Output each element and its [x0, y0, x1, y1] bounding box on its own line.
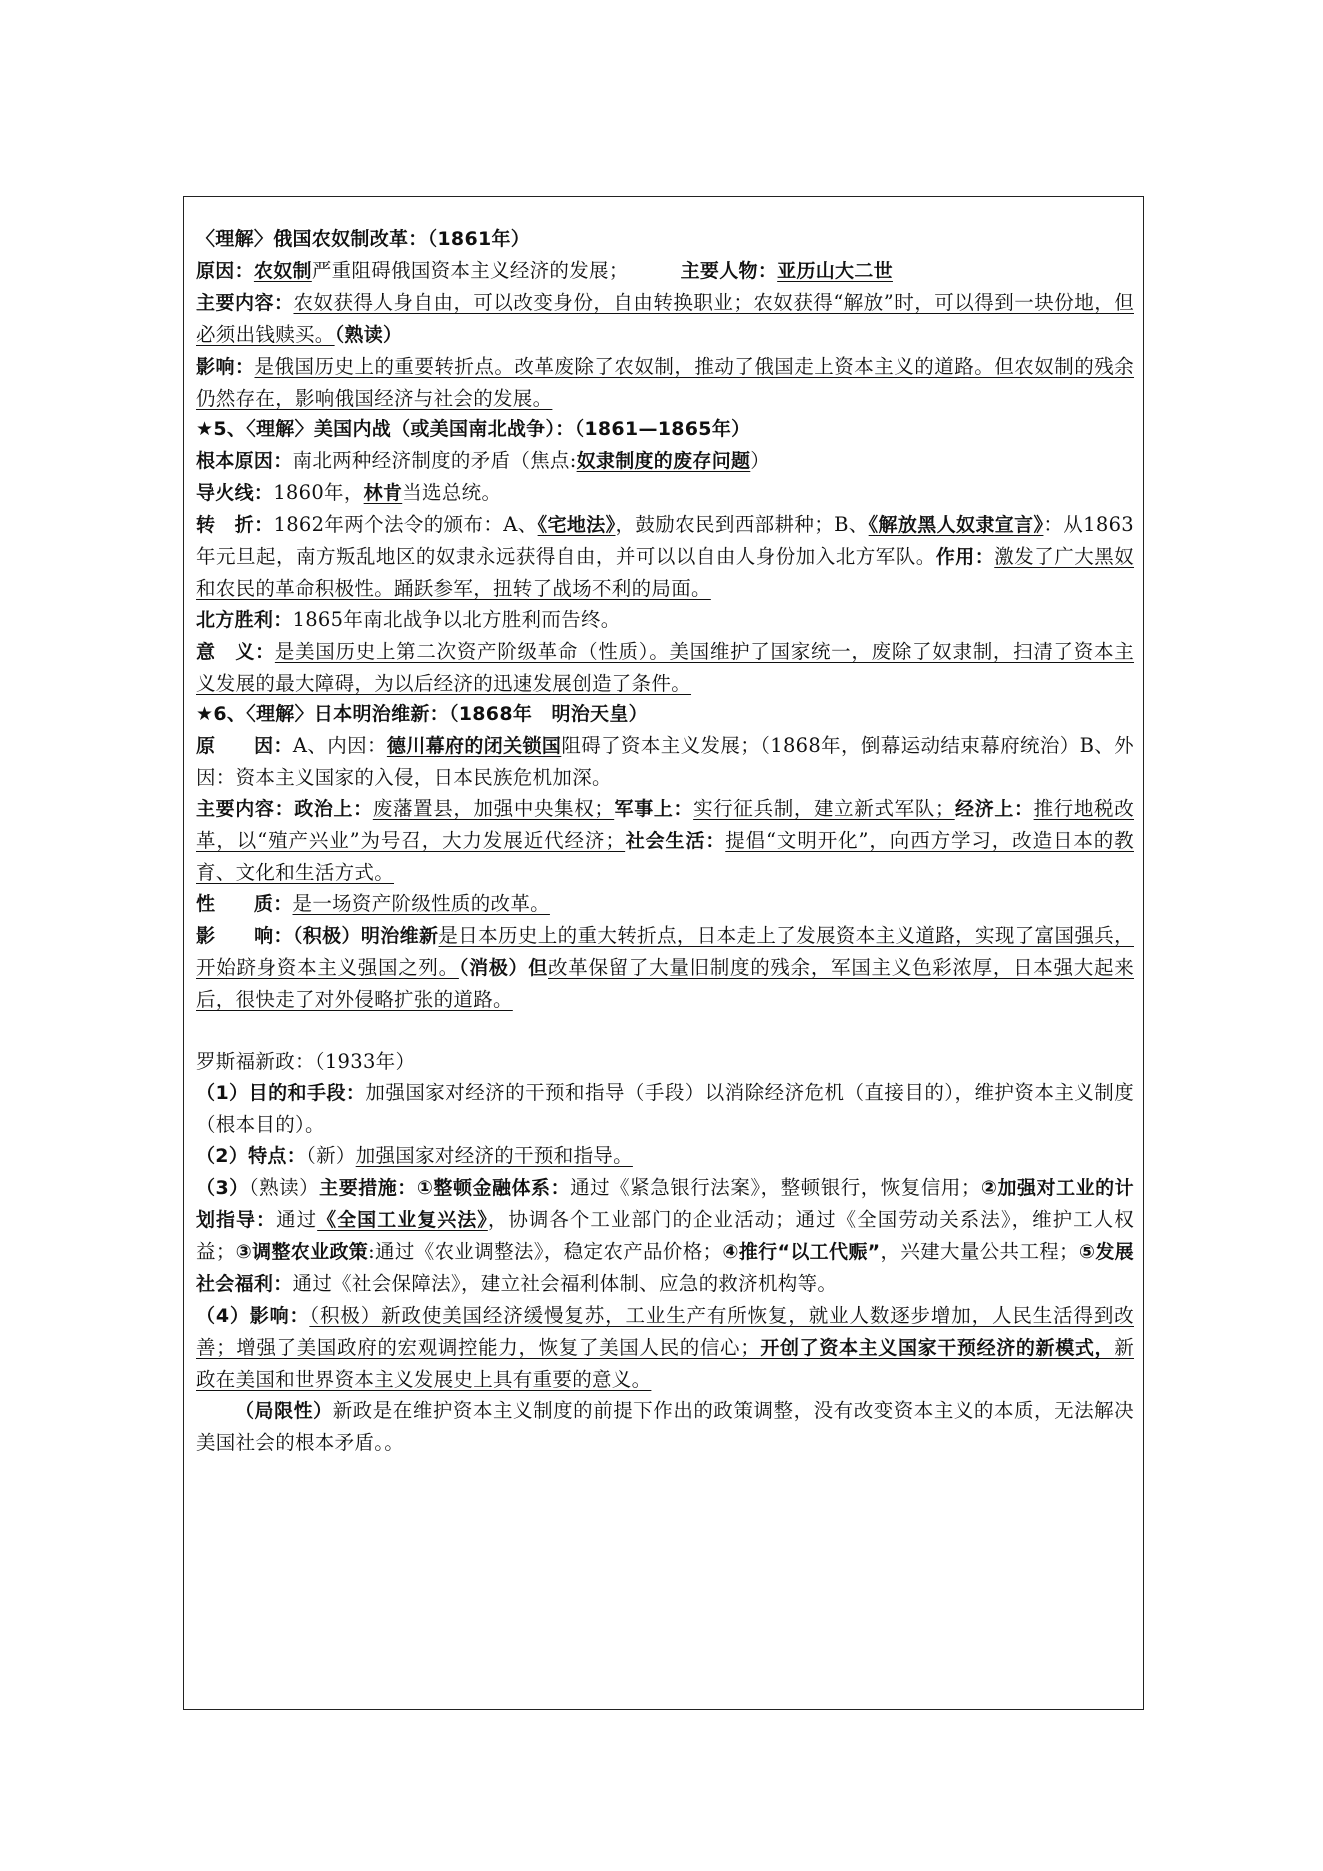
section-title-new-deal: 罗斯福新政：（1933年）: [196, 1050, 416, 1073]
label: （2）特点：: [196, 1145, 307, 1167]
label: ②加强对工业的计划指导：: [196, 1177, 1134, 1231]
text: 南北两种经济制度的矛盾（焦点:: [292, 449, 577, 472]
key-term: 农奴制: [253, 260, 312, 282]
label: 北方胜利：: [196, 609, 293, 631]
title-text: 6、〈理解〉日本明治维新：（1868年 明治天皇）: [213, 703, 648, 725]
key-term: 《解放黑人奴隶宣言》: [868, 514, 1044, 536]
label: （消极）但: [458, 957, 548, 979]
civil-war-turning: [196, 509, 1134, 604]
text: ，协调各个工业部门的企业活动；通过《全国劳动关系法》，维护工人权益；: [196, 1208, 1135, 1263]
star-icon: ★: [196, 418, 214, 440]
text: 严重阻碍俄国资本主义经济的发展；: [311, 259, 629, 282]
russia-content: [196, 287, 1134, 351]
label: （3）: [196, 1177, 249, 1199]
text: 农奴获得人身自由，可以改变身份，自由转换职业；农奴获得“解放”时，可以得到一块份地，但必须出钱赎买。: [196, 291, 1134, 346]
label: 经济上：: [954, 798, 1034, 820]
label: ③调整农业政策: [235, 1241, 369, 1263]
note: （熟读）: [334, 324, 403, 346]
label: （1）目的和手段：: [196, 1082, 366, 1104]
label: 政治上：: [294, 798, 373, 820]
civil-war-meaning: [196, 636, 1134, 699]
text: 通过《紧急银行法案》，整顿银行，恢复信用；: [570, 1176, 981, 1199]
label: 主要内容：: [196, 292, 294, 314]
text: 1862年两个法令的颁布：A、: [273, 513, 538, 536]
note: （熟读）: [248, 1176, 320, 1199]
key-person: 亚历山大二世: [777, 260, 893, 282]
label: 影响：: [196, 356, 255, 378]
document-content: [196, 224, 1134, 1458]
text: 废藩置县，加强中央集权；: [372, 797, 615, 820]
text: ，鼓励农民到西部耕种；B、: [615, 513, 869, 536]
key-term: 德川幕府的闭关锁国: [386, 735, 562, 757]
civil-war-fuse: [196, 477, 1134, 509]
text: 推行地税改革，以“殖产兴业”为号召，大力发展近代经济；: [196, 797, 1135, 852]
key-person: 林肯: [363, 482, 403, 504]
text: A、内因：: [292, 734, 387, 757]
text: （新）: [306, 1144, 356, 1167]
star-icon: ★: [196, 703, 214, 725]
russia-cause: [196, 255, 1134, 287]
text: 当选总统。: [402, 481, 502, 504]
text: 提倡“文明开化”，向西方学习，改造日本的教育、文化和生活方式。: [196, 829, 1134, 884]
label: 主要措施：: [319, 1177, 417, 1199]
title-text: 5、〈理解〉美国内战（或美国南北战争）：（1861—1865年）: [213, 418, 751, 440]
label: （局限性）: [235, 1400, 333, 1422]
section-title-meiji: [196, 699, 1134, 730]
text: 是美国历史上第二次资产阶级革命（性质）。美国维护了国家统一，废除了奴隶制，扫清了资本主义发展的最大障碍，为以后经济的迅速发展创造了条件。: [196, 640, 1135, 695]
new-deal-impact: [196, 1300, 1134, 1395]
text: ，兴建大量公共工程；: [880, 1240, 1079, 1263]
russia-impact: [196, 351, 1134, 414]
label: ④推行“以工代赈”: [722, 1241, 881, 1263]
text: 激发了广大黑奴和农民的革命积极性。踊跃参军，扭转了战场不利的局面。: [196, 545, 1134, 600]
meiji-content: [196, 793, 1134, 888]
new-deal-measures: [196, 1172, 1134, 1300]
key-term: 奴隶制度的废存问题: [576, 450, 751, 472]
text: ：从1863年元旦起，南方叛乱地区的奴隶永远获得自由，并可以以自由人身份加入北方军队。: [196, 513, 1134, 568]
section-title-civil-war: [196, 414, 1134, 445]
text: 阻碍了资本主义发展；（1868年，倒幕运动结束幕府统治）B、外因：资本主义国家的入侵，日本民族危机加深。: [196, 734, 1134, 789]
label: 转 折：: [196, 514, 274, 536]
text: 实行征兵制，建立新式军队；: [693, 797, 955, 820]
label: 导火线：: [196, 482, 274, 504]
text: 新政在美国和世界资本主义发展史上具有重要的意义。: [196, 1336, 1134, 1391]
civil-war-root-cause: [196, 445, 1134, 477]
text: 是一场资产阶级性质的改革。: [292, 892, 550, 915]
text: 1860年，: [273, 481, 364, 504]
label: 主要内容：: [196, 798, 295, 820]
text: 是日本历史上的重大转折点，日本走上了发展资本主义道路，实现了富国强兵，开始跻身资本主义强国之列。: [196, 924, 1134, 979]
label: 军事上：: [614, 798, 694, 820]
new-deal-limitation: [196, 1395, 1134, 1458]
label: 意 义：: [196, 641, 275, 663]
new-deal-purpose: [196, 1077, 1134, 1140]
text: 通过: [276, 1208, 318, 1231]
text: 通过《社会保障法》，建立社会福利体制、应急的救济机构等。: [292, 1272, 838, 1295]
text: 是俄国历史上的重要转折点。改革废除了农奴制，推动了俄国走上资本主义的道路。但农奴制的残余仍然存在，影响俄国经济与社会的发展。: [196, 355, 1134, 410]
section-title-russia: 〈理解〉俄国农奴制改革：（1861年）: [196, 228, 531, 250]
label: 根本原因：: [196, 450, 293, 472]
text: 新政是在维护资本主义制度的前提下作出的政策调整，没有改变资本主义的本质，无法解决美国社会的根本矛盾。。: [196, 1399, 1134, 1454]
text: 加强国家对经济的干预和指导。: [355, 1144, 633, 1167]
text: 加强国家对经济的干预和指导（手段）以消除经济危机（直接目的），维护资本主义制度（根本目的）。: [196, 1081, 1135, 1136]
label: 原因：: [196, 260, 254, 282]
label: 社会生活：: [625, 830, 726, 852]
civil-war-victory: [196, 604, 1134, 636]
key-term: 《宅地法》: [537, 514, 616, 536]
label: 原 因：: [196, 735, 293, 757]
meiji-cause: [196, 730, 1134, 793]
text: ）: [750, 449, 771, 472]
label: 影 响：: [196, 925, 293, 947]
label: 主要人物：: [680, 260, 778, 282]
label: ⑤发展社会福利：: [196, 1241, 1134, 1295]
label: （积极）明治维新: [292, 925, 439, 947]
label: （4）影响：: [196, 1305, 310, 1327]
label: ①整顿金融体系：: [416, 1177, 571, 1199]
label: 性 质：: [196, 893, 293, 915]
key-term: 《全国工业复兴法》: [317, 1209, 488, 1231]
text: :通过《农业调整法》，稳定农产品价格；: [368, 1240, 723, 1263]
new-deal-feature: [196, 1140, 1134, 1172]
meiji-nature: [196, 888, 1134, 920]
text: （积极）新政使美国经济缓慢复苏，工业生产有所恢复，就业人数逐步增加，人民生活得到改善；增强了美国政府的宏观调控能力，恢复了美国人民的信心；: [196, 1304, 1134, 1359]
meiji-impact: [196, 920, 1134, 1015]
label: 作用：: [935, 546, 995, 568]
key-term: 开创了资本主义国家干预经济的新模式，: [760, 1337, 1115, 1359]
text: 1865年南北战争以北方胜利而告终。: [292, 608, 621, 631]
text: 改革保留了大量旧制度的残余，军国主义色彩浓厚，日本强大起来后，很快走了对外侵略扩张的道路。: [196, 956, 1134, 1011]
